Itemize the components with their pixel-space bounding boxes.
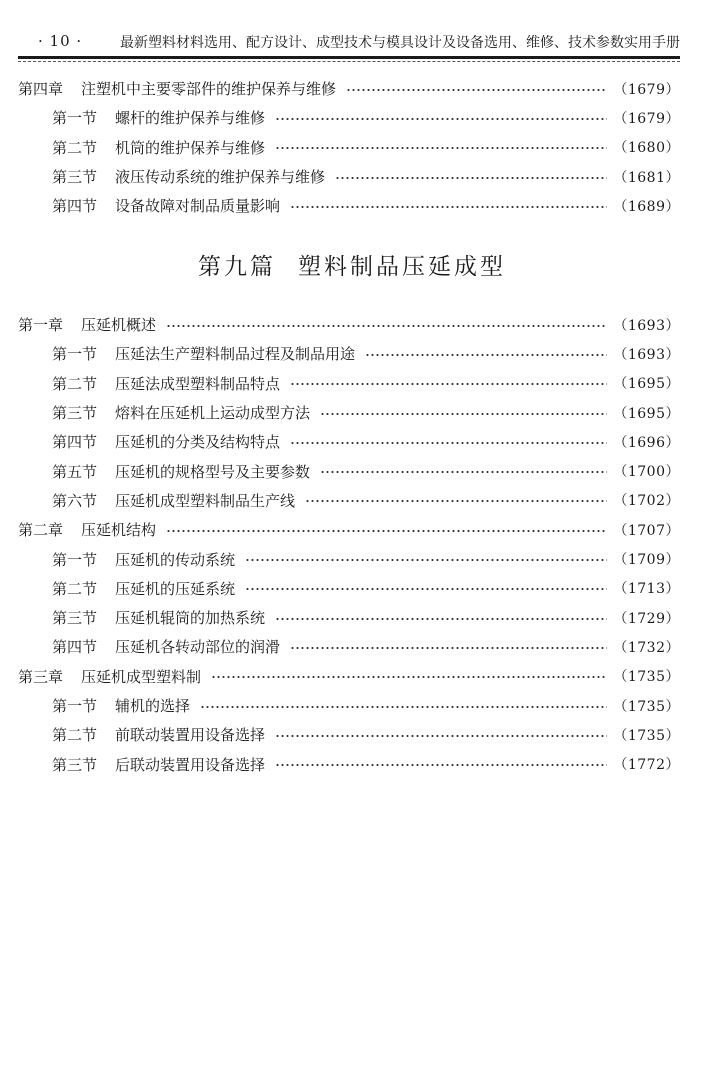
toc-section-entry	[18, 339, 680, 368]
toc-entry-page: （1700）	[613, 464, 680, 481]
header-rule	[18, 56, 680, 59]
toc-entry-title: 辅机的选择	[115, 697, 191, 715]
toc-entry-number: 第三章	[18, 667, 64, 686]
toc-section-entry	[18, 369, 680, 398]
toc-entry-label	[18, 549, 235, 570]
toc-entry-page: （1679）	[613, 110, 680, 127]
toc-entry-number: 第二节	[52, 726, 98, 745]
dot-leader	[305, 500, 607, 502]
toc-entry-page: （1707）	[613, 522, 680, 539]
part-title	[0, 248, 704, 281]
dot-leader	[245, 559, 607, 561]
toc-entry-page: （1681）	[613, 169, 680, 186]
toc-entry-label	[18, 724, 265, 745]
dot-leader	[320, 413, 607, 415]
toc-entry-number: 第一节	[52, 345, 98, 364]
toc-entry-page: （1680）	[613, 140, 680, 157]
toc-entry-page: （1693）	[613, 346, 680, 363]
toc-section-entry	[18, 103, 680, 132]
toc-entry-page: （1735）	[613, 727, 680, 744]
toc-list-bottom	[18, 310, 680, 779]
toc-entry-number: 第一节	[52, 697, 98, 715]
toc-entry-page: （1689）	[613, 198, 680, 215]
toc-entry-label	[18, 137, 265, 158]
toc-entry-page: （1696）	[613, 434, 680, 451]
toc-entry-label	[18, 431, 280, 452]
toc-entry-title: 压延机的规格型号及主要参数	[115, 462, 311, 481]
page-number: · 10 ·	[38, 32, 83, 50]
toc-entry-label	[18, 754, 265, 775]
toc-entry-title: 后联动装置用设备选择	[115, 755, 266, 774]
toc-entry-label	[18, 195, 280, 216]
dot-leader	[275, 764, 607, 766]
toc-entry-title: 压延机成型塑料制	[81, 667, 202, 686]
toc-entry-label	[18, 490, 295, 511]
toc-entry-number: 第二节	[52, 374, 98, 393]
toc-section-entry	[18, 720, 680, 749]
toc-section-entry	[18, 398, 680, 427]
toc-entry-number: 第四节	[52, 433, 98, 452]
toc-entry-label	[18, 666, 201, 687]
dot-leader	[365, 354, 607, 356]
dot-leader	[335, 177, 607, 179]
toc-entry-title: 压延机各转动部位的润滑	[115, 638, 281, 657]
dot-leader	[200, 706, 607, 708]
dot-leader	[275, 618, 607, 620]
toc-entry-page: （1702）	[613, 493, 680, 510]
dot-leader	[320, 471, 607, 473]
toc-entry-title: 压延机概述	[81, 316, 157, 335]
toc-entry-label	[18, 636, 280, 657]
toc-entry-page: （1679）	[613, 81, 680, 98]
toc-entry-label	[18, 343, 355, 364]
toc-entry-title: 压延机的传动系统	[115, 550, 236, 569]
toc-entry-title: 压延法成型塑料制品特点	[115, 374, 281, 393]
toc-entry-label	[18, 519, 156, 540]
toc-entry-number: 第三节	[52, 168, 98, 187]
toc-entry-number: 第一章	[18, 316, 64, 335]
toc-entry-title: 注塑机中主要零部件的维护保养与维修	[81, 80, 337, 99]
toc-entry-title: 液压传动系统的维护保养与维修	[115, 168, 326, 187]
toc-entry-title: 前联动装置用设备选择	[115, 726, 266, 745]
toc-entry-title: 熔料在压延机上运动成型方法	[115, 404, 311, 423]
toc-entry-title: 压延机成型塑料制品生产线	[115, 491, 296, 510]
dot-leader	[166, 530, 607, 532]
toc-entry-page: （1695）	[613, 376, 680, 393]
toc-entry-title: 压延机的压延系统	[115, 579, 236, 598]
toc-section-entry	[18, 486, 680, 515]
toc-entry-page: （1735）	[613, 698, 680, 715]
toc-entry-title: 压延机结构	[81, 521, 157, 540]
dot-leader	[275, 118, 607, 120]
toc-entry-number: 第三节	[52, 404, 98, 423]
toc-entry-label	[18, 402, 310, 423]
toc-chapter-entry	[18, 74, 680, 103]
toc-entry-page: （1713）	[613, 581, 680, 598]
toc-section-entry	[18, 749, 680, 778]
toc-section-entry	[18, 133, 680, 162]
toc-entry-label	[18, 607, 265, 628]
toc-section-entry	[18, 456, 680, 485]
toc-entry-number: 第六节	[52, 491, 98, 510]
toc-entry-number: 第二节	[52, 138, 98, 157]
toc-section-entry	[18, 162, 680, 191]
page-header	[18, 30, 680, 56]
toc-entry-page: （1735）	[613, 669, 680, 686]
toc-entry-page: （1695）	[613, 405, 680, 422]
toc-section-entry	[18, 691, 680, 720]
toc-section-entry	[18, 603, 680, 632]
toc-entry-page: （1772）	[613, 757, 680, 774]
toc-entry-number: 第三节	[52, 755, 98, 774]
running-title: 最新塑料材料选用、配方设计、成型技术与模具设计及设备选用、维修、技术参数实用手册	[120, 35, 680, 51]
dot-leader	[166, 325, 607, 327]
toc-entry-number: 第五节	[52, 462, 98, 481]
dot-leader	[245, 588, 607, 590]
dot-leader	[290, 442, 607, 444]
dot-leader	[290, 383, 607, 385]
toc-entry-label	[18, 461, 310, 482]
toc-entry-number: 第四节	[52, 638, 98, 657]
toc-entry-label	[18, 107, 265, 128]
header-dashed-rule	[18, 61, 680, 62]
dot-leader	[275, 735, 607, 737]
toc-entry-number: 第三节	[52, 609, 98, 628]
toc-entry-title: 压延机辊筒的加热系统	[115, 609, 266, 628]
toc-entry-label	[18, 314, 156, 335]
dot-leader	[290, 206, 607, 208]
toc-entry-page: （1693）	[613, 317, 680, 334]
toc-entry-label	[18, 695, 190, 716]
toc-list-top	[18, 74, 680, 220]
dot-leader	[290, 647, 607, 649]
toc-section-entry	[18, 191, 680, 220]
toc-entry-label	[18, 166, 325, 187]
part-name: 塑料制品压延成型	[298, 254, 506, 280]
toc-entry-number: 第二节	[52, 579, 98, 598]
toc-entry-number: 第一节	[52, 109, 98, 128]
toc-entry-title: 螺杆的维护保养与维修	[115, 109, 266, 128]
toc-entry-title: 设备故障对制品质量影响	[115, 197, 281, 216]
toc-entry-number: 第二章	[18, 521, 64, 540]
toc-entry-label	[18, 373, 280, 394]
toc-entry-label	[18, 578, 235, 599]
toc-entry-label	[18, 78, 336, 99]
toc-entry-number: 第一节	[52, 550, 98, 569]
toc-entry-title: 机筒的维护保养与维修	[115, 138, 266, 157]
toc-entry-title: 压延法生产塑料制品过程及制品用途	[115, 345, 356, 364]
toc-chapter-entry	[18, 515, 680, 544]
toc-chapter-entry	[18, 310, 680, 339]
toc-chapter-entry	[18, 662, 680, 691]
toc-section-entry	[18, 427, 680, 456]
toc-entry-title: 压延机的分类及结构特点	[115, 433, 281, 452]
toc-entry-page: （1732）	[613, 639, 680, 656]
toc-section-entry	[18, 544, 680, 573]
toc-section-entry	[18, 632, 680, 661]
part-number: 第九篇	[198, 254, 276, 280]
dot-leader	[211, 676, 607, 678]
toc-entry-page: （1729）	[613, 610, 680, 627]
toc-section-entry	[18, 574, 680, 603]
toc-entry-number: 第四章	[18, 80, 64, 99]
dot-leader	[346, 89, 607, 91]
toc-entry-page: （1709）	[613, 552, 680, 569]
toc-entry-number: 第四节	[52, 197, 98, 216]
dot-leader	[275, 147, 607, 149]
